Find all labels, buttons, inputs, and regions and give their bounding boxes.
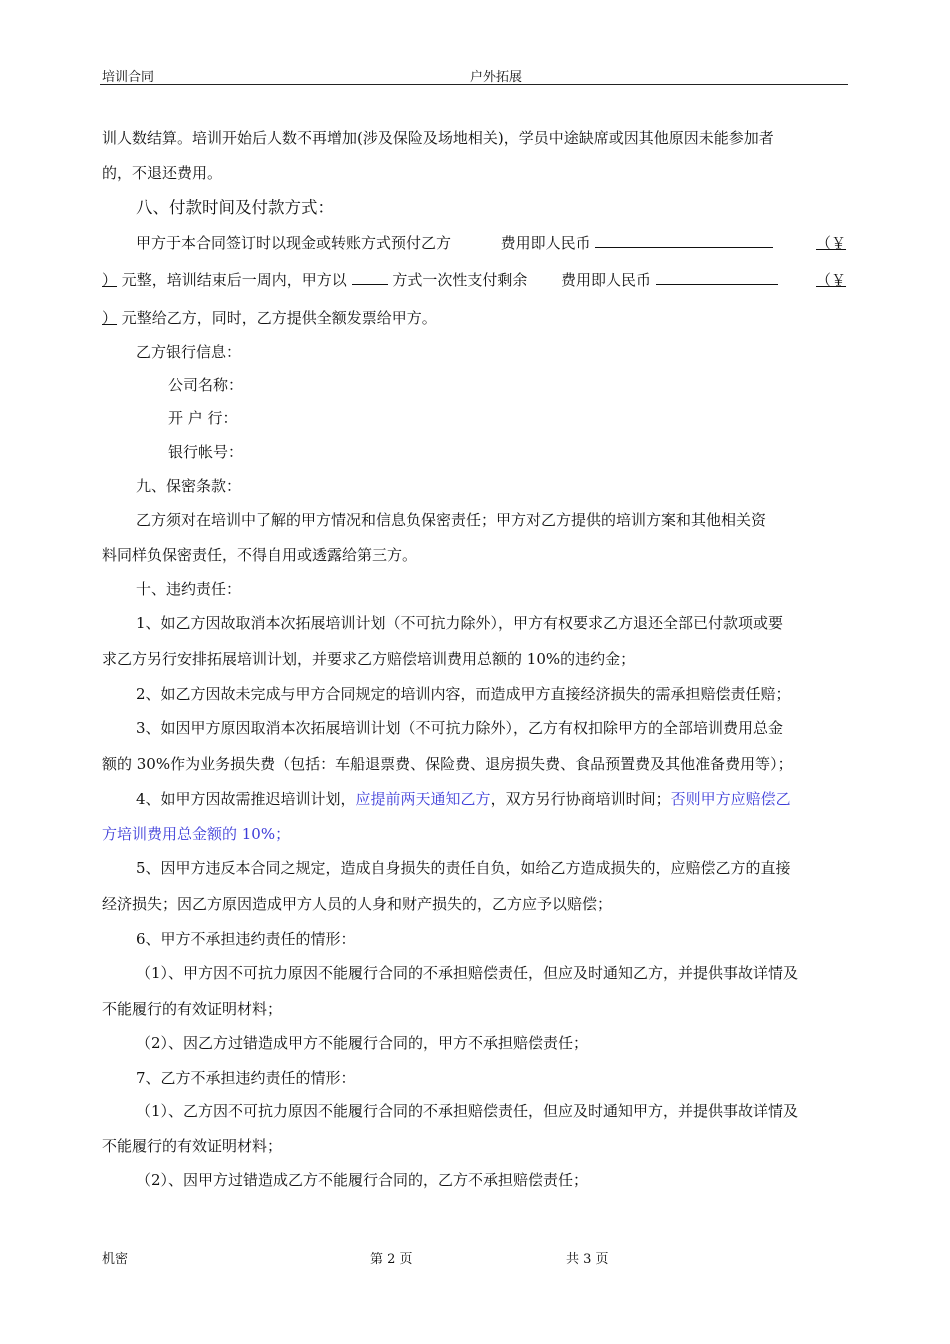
clause-text: ，双方另行协商培训时间； xyxy=(490,790,671,808)
payment-text: 费用即人民币 xyxy=(560,271,651,289)
section-heading-9: 九、保密条款： xyxy=(136,477,242,495)
paragraph-line: 3、如因甲方原因取消本次拓展培训计划（不可抗力除外），乙方有权扣除甲方的全部培训费用总金 xyxy=(136,719,784,737)
payment-line-2 xyxy=(102,270,778,290)
paragraph-line: 额的 30%作为业务损失费（包括：车船退票费、保险费、退房损失费、食品预置费及其他准备费用等）； xyxy=(102,755,793,773)
paragraph-line: 5、因甲方违反本合同之规定，造成自身损失的责任自负，如给乙方造成损失的，应赔偿乙方的直接 xyxy=(136,859,791,877)
paragraph-line: 料同样负保密责任，不得自用或透露给第三方。 xyxy=(102,546,418,564)
amount-blank xyxy=(595,233,773,248)
bank-info-title: 乙方银行信息： xyxy=(136,343,242,361)
paragraph-line: （2）、因甲方过错造成乙方不能履行合同的，乙方不承担赔偿责任； xyxy=(136,1171,589,1189)
highlighted-text: 否则甲方应赔偿乙 xyxy=(670,790,791,808)
paragraph-line: 乙方须对在培训中了解的甲方情况和信息负保密责任；甲方对乙方提供的培训方案和其他相关资 xyxy=(136,511,767,529)
clause-text: 4、如甲方因故需推迟培训计划， xyxy=(136,790,356,808)
highlighted-text: 应提前两天通知乙方 xyxy=(355,790,491,808)
paragraph-line: 不能履行的有效证明材料； xyxy=(102,1000,283,1018)
paragraph-line: 的，不退还费用。 xyxy=(102,164,223,182)
payment-line-3 xyxy=(102,308,437,328)
footer-total-pages: 共 3 页 xyxy=(566,1252,609,1267)
footer-confidential: 机密 xyxy=(102,1252,129,1267)
paragraph-line: （1）、乙方因不可抗力原因不能履行合同的不承担赔偿责任，但应及时通知甲方，并提供事故详情及 xyxy=(136,1102,799,1120)
currency-close: ） xyxy=(102,271,118,289)
currency-open: （￥ xyxy=(816,271,847,289)
payment-text: 甲方于本合同签订时以现金或转账方式预付乙方 xyxy=(136,234,452,252)
paragraph-line xyxy=(136,789,791,809)
paragraph-line: （1）、甲方因不可抗力原因不能履行合同的不承担赔偿责任，但应及时通知乙方，并提供事故详情及 xyxy=(136,964,799,982)
header-section-title: 户外拓展 xyxy=(470,70,523,85)
page-header xyxy=(100,64,848,85)
paragraph-line: 6、甲方不承担违约责任的情形： xyxy=(136,930,356,948)
payment-text: 元整给乙方，同时，乙方提供全额发票给甲方。 xyxy=(121,309,437,327)
header-doc-title: 培训合同 xyxy=(102,70,155,85)
payment-text: 费用即人民币 xyxy=(500,234,591,252)
footer-page-number: 第 2 页 xyxy=(370,1252,413,1267)
currency-close: ） xyxy=(102,309,118,327)
currency-open: （￥ xyxy=(816,234,847,252)
payment-text: 方式一次性支付剩余 xyxy=(392,271,528,289)
paragraph-line: 2、如乙方因故未完成与甲方合同规定的培训内容，而造成甲方直接经济损失的需承担赔偿责任赔； xyxy=(136,685,791,703)
paragraph-line: 经济损失；因乙方原因造成甲方人员的人身和财产损失的，乙方应予以赔偿； xyxy=(102,895,613,913)
payment-line-1 xyxy=(136,233,773,253)
bank-company-name: 公司名称： xyxy=(168,376,244,394)
highlighted-line: 方培训费用总金额的 10%； xyxy=(102,825,291,843)
paragraph-line: （2）、因乙方过错造成甲方不能履行合同的，甲方不承担赔偿责任； xyxy=(136,1034,589,1052)
paragraph-line: 1、如乙方因故取消本次拓展培训计划（不可抗力除外），甲方有权要求乙方退还全部已付款项或要 xyxy=(136,614,784,632)
section-heading-8: 八、付款时间及付款方式： xyxy=(136,198,334,217)
bank-open-bank: 开 户 行： xyxy=(168,409,238,427)
method-blank xyxy=(352,270,388,285)
amount-blank xyxy=(656,270,778,285)
section-heading-10: 十、违约责任： xyxy=(136,580,242,598)
bank-account: 银行帐号： xyxy=(168,443,244,461)
paragraph-line: 求乙方另行安排拓展培训计划，并要求乙方赔偿培训费用总额的 10%的违约金； xyxy=(102,650,636,668)
paragraph-line: 不能履行的有效证明材料； xyxy=(102,1137,283,1155)
paragraph-line: 7、乙方不承担违约责任的情形： xyxy=(136,1069,356,1087)
paragraph-line: 训人数结算。培训开始后人数不再增加(涉及保险及场地相关)，学员中途缺席或因其他原因未能参加者 xyxy=(102,129,774,147)
payment-text: 元整，培训结束后一周内，甲方以 xyxy=(121,271,347,289)
